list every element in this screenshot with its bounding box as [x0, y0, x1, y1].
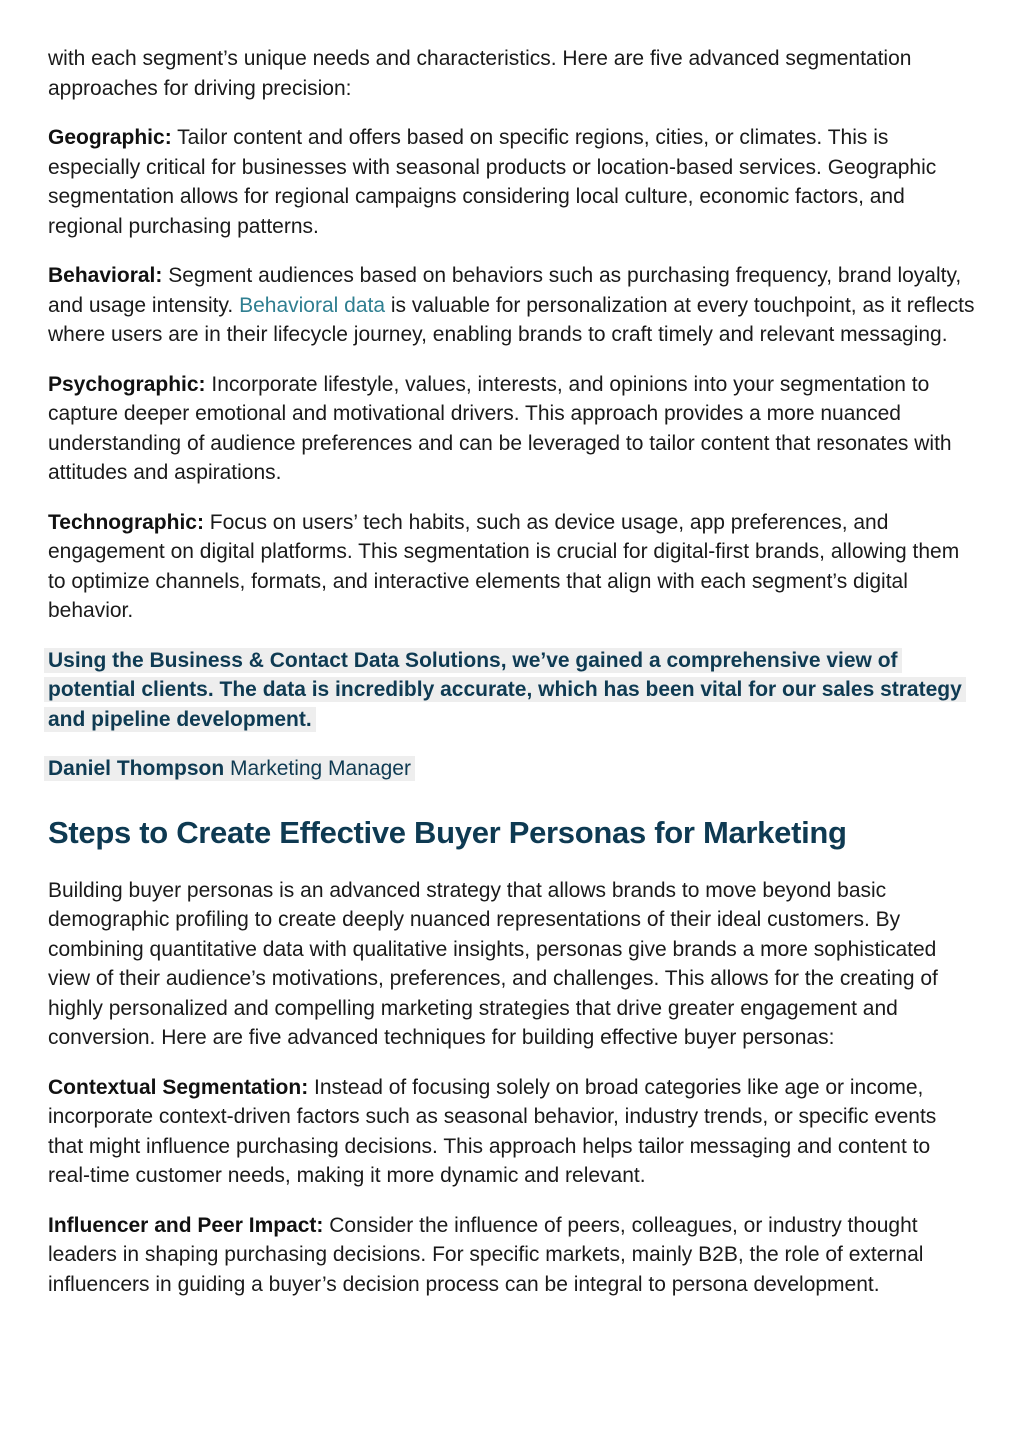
- testimonial-role: Marketing Manager: [224, 757, 411, 780]
- segment-label: Behavioral:: [48, 264, 163, 287]
- section-heading: Steps to Create Effective Buyer Personas for Marketing: [48, 814, 847, 850]
- attribution-highlight: [44, 756, 415, 781]
- technique-label: Influencer and Peer Impact:: [48, 1213, 324, 1237]
- testimonial-quote: [48, 646, 976, 735]
- technique-contextual-segmentation: [48, 1073, 976, 1191]
- segment-behavioral: [48, 261, 976, 350]
- section-intro-paragraph: Building buyer personas is an advanced strategy that allows brands to move beyond basic demographic profiling to create deeply nuanced representations of their ideal customers. By combining quantitative data with qualitative insights, personas give brands a more sophisticated view of their audience’s motivations, preferences, and challenges. This allows for the creating of highly personalized and compelling marketing strategies that drive greater engagement and conversion. Here are five advanced techniques for building effective buyer personas:: [48, 878, 938, 1049]
- segment-geographic: [48, 123, 976, 241]
- segment-psychographic: [48, 370, 976, 488]
- behavioral-data-link[interactable]: Behavioral data: [239, 293, 386, 317]
- testimonial-quote-text: Using the Business & Contact Data Solutions, we’ve gained a comprehensive view of potential clients. The data is incredibly accurate, which has been vital for our sales strategy and pipeline development.: [44, 648, 966, 732]
- segment-label: Technographic:: [48, 510, 204, 534]
- segment-label: Geographic:: [48, 126, 172, 149]
- technique-influencer-peer-impact: [48, 1211, 976, 1300]
- segment-text: Tailor content and offers based on specific regions, cities, or climates. This is especially critical for businesses with seasonal products or location-based services. Geographic segmentation allows for regional campaigns considering local culture, economic factors, and regional purchasing patterns.: [48, 126, 937, 238]
- testimonial-attribution: [48, 754, 976, 784]
- segment-text: is valuable for personalization at every touchpoint, as it reflects where users are in their lifecycle journey, enabling brands to craft timely and relevant messaging.: [48, 293, 975, 346]
- segment-technographic: [48, 508, 976, 626]
- segment-text: Focus on users’ tech habits, such as device usage, app preferences, and engagement on digital platforms. This segmentation is crucial for digital-first brands, allowing them to optimize channels, formats, and interactive elements that align with each segment’s digital behavior.: [48, 510, 960, 622]
- segment-label: Psychographic:: [48, 372, 206, 396]
- technique-text: Consider the influence of peers, colleagues, or industry thought leaders in shaping purchasing decisions. For specific markets, mainly B2B, the role of external influencers in guiding a buyer’s decision process can be integral to persona development.: [48, 1213, 924, 1296]
- segment-text: Incorporate lifestyle, values, interests, and opinions into your segmentation to capture deeper emotional and motivational drivers. This approach provides a more nuanced understanding of audience preferences and can be leveraged to tailor content that resonates with attitudes and aspirations.: [48, 372, 952, 484]
- segment-text: Segment audiences based on behaviors such as purchasing frequency, brand loyalty, and usage intensity.: [48, 264, 962, 317]
- intro-paragraph: with each segment’s unique needs and characteristics. Here are five advanced segmentation approaches for driving precision:: [48, 47, 912, 100]
- technique-text: Instead of focusing solely on broad categories like age or income, incorporate context-driven factors such as seasonal behavior, industry trends, or specific events that might influence purchasing decisions. This approach helps tailor messaging and content to real-time customer needs, making it more dynamic and relevant.: [48, 1075, 937, 1187]
- testimonial-name: Daniel Thompson: [48, 757, 225, 780]
- technique-label: Contextual Segmentation:: [48, 1075, 309, 1099]
